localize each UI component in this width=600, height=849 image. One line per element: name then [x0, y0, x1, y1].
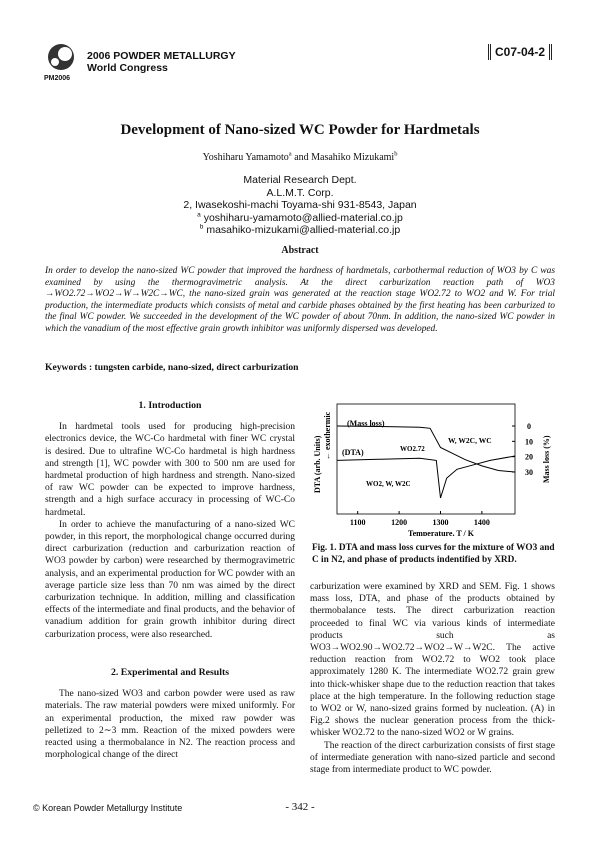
- section-2-para-1: The nano-sized WO3 and carbon powder were used as raw materials. The raw material powders were mixed uniformly. For an experimental production, the mixed raw powder was pelletized to 2∼3 mm. Reaction of the mixed powders were reacted using a thermobalance in N2. The reaction process and morphological change of the direct: [45, 689, 295, 761]
- section-1-para-2: In order to achieve the manufacturing of a nano-sized WC powder, in this report, the morphological change occurred during direct carburization (reduction and carburization reaction of WO3 powder by carbon) were researched by thermogravimetric analysis, and an experimental production for WC powder with an average particle size less than 70 nm was aimed by the direct carburization technique. In addition, milling and classification effects of the intermediate and final products, and the behavior of vanadium addition for grain growth inhibitor during direct carburization process, were also researched.: [45, 519, 295, 640]
- section-2: [45, 667, 295, 761]
- x-tick-label: 1400: [473, 518, 490, 527]
- abstract-heading: Abstract: [281, 245, 319, 256]
- series-dta-line: [337, 456, 515, 498]
- conference-name: [87, 50, 236, 74]
- x-tick-label: 1100: [349, 518, 366, 527]
- x-tick-label: 1300: [432, 518, 449, 527]
- abstract-text: In order to develop the nano-sized WC powder that improved the hardness of hardmetals, carbothermal reduction of WO3 by C was examined by using the thermogravimetric analysis. At the direct carburization reaction path of WO3 →WO2.72→WO2→W→W2C→WC, the nano-sized grain was generated at the reaction stage WO2.72 to WO2 and W. For trial production, the intermediate products which consists of metal and carbide phases obtained by the first heating has been carburized to the final WC powder. We succeeded in the development of the WC powder of about 70nm. In addition, the nano-sized WC powder in which the vanadium of the most effective grain growth inhibitor was uniformly dispersed was developed.: [45, 266, 555, 334]
- paper-code: C07-04-2: [488, 44, 552, 60]
- keywords: Keywords : tungsten carbide, nano-sized, direct carburization: [45, 362, 299, 373]
- author-2-sup: b: [394, 150, 398, 158]
- y2-tick-label: 20: [525, 452, 533, 462]
- affil-dept: Material Research Dept.: [243, 174, 357, 186]
- email-b-sup: b: [199, 223, 204, 231]
- section-2-heading: 2. Experimental and Results: [110, 667, 230, 678]
- author-1: Yoshiharu Yamamoto: [202, 152, 289, 163]
- label-wo272: WO2.72: [400, 445, 425, 453]
- paper-title: Development of Nano-sized WC Powder for Hardmetals: [120, 122, 480, 138]
- y-left-arrow: ← exothermic: [323, 411, 332, 460]
- y2-tick-label: 30: [525, 468, 533, 477]
- email-a-sup: a: [197, 211, 201, 218]
- section-1: [45, 400, 295, 641]
- authors-and: and: [291, 152, 312, 163]
- section-1-para-1: In hardmetal tools used for producing high-precision electronics device, the WC-Co hardmetal with finer WC crystal is desired. Due to ultrafine WC-Co hardmetal is high hardness and strength [1], WC powder with 300 to 500 nm are used for hardmetal production of high hardness and strength. Nano-sized of raw WC powder can be expected to improve hardness, strength and a high surface accuracy in processing of WC-Co hardmetal.: [45, 422, 295, 518]
- conference-line1: 2006 POWDER METALLURGY: [87, 50, 236, 62]
- y-right-label: Mass loss (%): [542, 435, 551, 483]
- email-b-text: masahiko-mizukami@allied-material.co.jp: [206, 224, 401, 236]
- section-1-heading: 1. Introduction: [138, 400, 202, 411]
- author-2: Masahiko Mizukami: [311, 152, 395, 163]
- right-column: [310, 581, 555, 776]
- right-para-1: carburization were examined by XRD and SEM. Fig. 1 shows mass loss, DTA, and phase of the products obtained by thermobalance tests. The direct carburization reaction proceeded to final WC via various kinds of intermediate products such as WO3→WO2.90→WO2.72→WO2→W→W2C. The active reduction reaction from WO2.72 to WO2 took place approximately 1280 K. The intermediate WO2.72 grain grew into thick-whisker shape due to the reduction reaction that takes place at the high temperature. In the following reduction stage to WO2 or W, nano-sized grains formed by nucleation. (A) in Fig.2 shows the nuclear generation process from the thick-whisker WO2.72 to the nano-sized WO2 or W grains.: [310, 582, 555, 739]
- y2-tick-label: 10: [525, 437, 533, 447]
- series-mass-loss-line: [337, 426, 515, 472]
- label-dta: (DTA): [342, 448, 364, 457]
- x-tick-label: 1200: [391, 518, 408, 527]
- copyright: © Korean Powder Metallurgy Institute: [33, 803, 183, 813]
- page-number: - 342 -: [285, 801, 315, 813]
- affiliation: [0, 174, 600, 237]
- author-1-sup: a: [288, 150, 292, 158]
- logo-text: PM2006: [44, 75, 71, 82]
- conference-line2: World Congress: [87, 62, 168, 74]
- label-mass: (Mass loss): [347, 419, 385, 428]
- email-a-text: yoshiharu-yamamoto@allied-material.co.jp: [203, 211, 403, 224]
- x-axis-label: Temperature, T / K: [408, 529, 474, 536]
- label-wo2: WO2, W, W2C: [366, 480, 411, 488]
- affil-company: A.L.M.T. Corp.: [266, 186, 334, 199]
- y-left-label: DTA (arb. Units): [313, 435, 322, 493]
- figure-1: [311, 398, 557, 536]
- figure-1-caption: Fig. 1. DTA and mass loss curves for the mixture of WO3 and C in N2, and phase of products indentified by XRD.: [312, 543, 555, 565]
- affil-email-b: [0, 224, 600, 237]
- right-para-2: The reaction of the direct carburization consists of first stage of intermediate generation with nano-sized particle and second stage from intermediate product to WC powder.: [310, 740, 555, 776]
- label-wcarb: W, W2C, WC: [448, 436, 492, 445]
- y2-tick-label: 0: [527, 422, 531, 431]
- affil-address: 2, Iwasekoshi-machi Toyama-shi 931-8543, Japan: [183, 199, 417, 211]
- affil-email-a: [0, 212, 600, 225]
- authors: [0, 152, 600, 163]
